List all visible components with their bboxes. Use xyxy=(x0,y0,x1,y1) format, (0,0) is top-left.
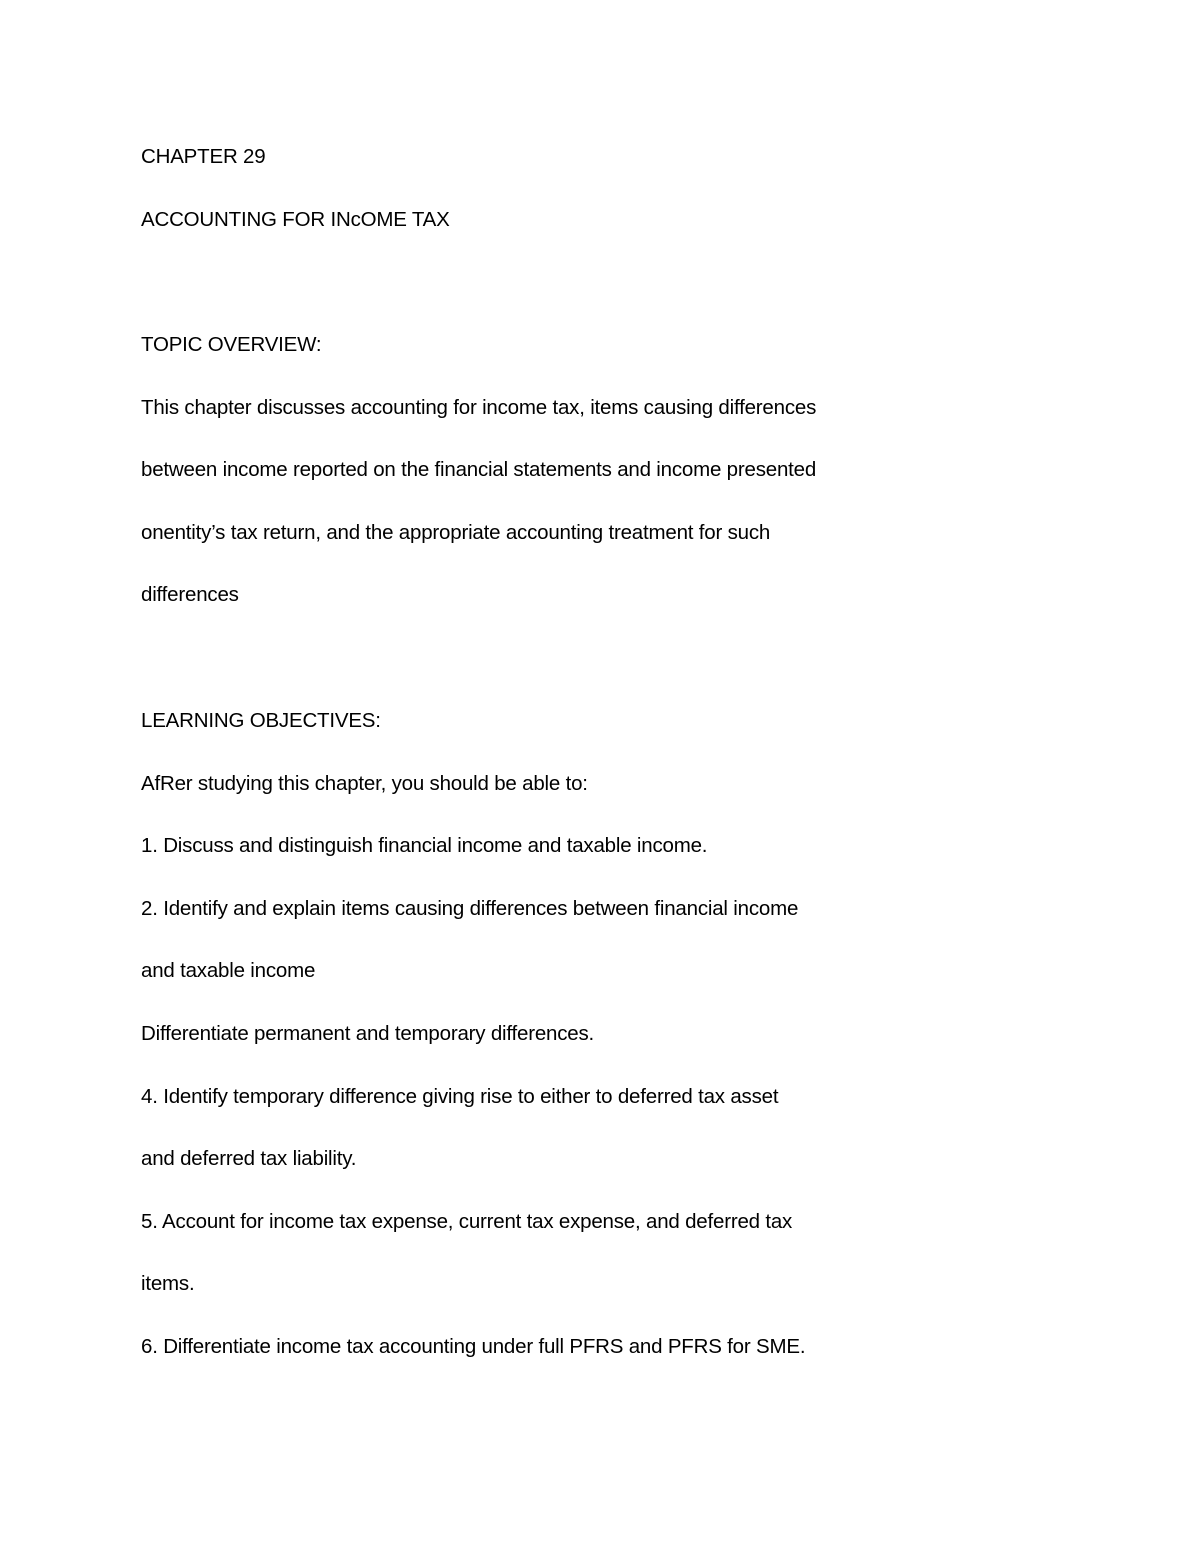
objective-line: items. xyxy=(141,1272,195,1295)
objective-line: 6. Differentiate income tax accounting under full PFRS and PFRS for SME. xyxy=(141,1335,806,1358)
overview-line: onentity’s tax return, and the appropriate accounting treatment for such xyxy=(141,521,771,544)
overview-line: This chapter discusses accounting for income tax, items causing differences xyxy=(141,396,817,419)
overview-line: between income reported on the financial statements and income presented xyxy=(141,458,817,481)
objective-line: 5. Account for income tax expense, current tax expense, and deferred tax xyxy=(141,1210,793,1233)
chapter-number: CHAPTER 29 xyxy=(141,145,266,168)
objective-line: 4. Identify temporary difference giving rise to either to deferred tax asset xyxy=(141,1085,779,1108)
objective-line: 1. Discuss and distinguish financial income and taxable income. xyxy=(141,834,708,857)
overview-heading: TOPIC OVERVIEW: xyxy=(141,333,322,356)
objectives-heading: LEARNING OBJECTIVES: xyxy=(141,709,381,732)
objective-line: and taxable income xyxy=(141,959,316,982)
objective-line: and deferred tax liability. xyxy=(141,1147,357,1170)
objective-line: 2. Identify and explain items causing differences between financial income xyxy=(141,897,799,920)
chapter-title: ACCOUNTING FOR INcOME TAX xyxy=(141,208,450,231)
objective-line: Differentiate permanent and temporary differences. xyxy=(141,1022,595,1045)
objectives-intro: AfRer studying this chapter, you should be able to: xyxy=(141,772,588,795)
overview-line: differences xyxy=(141,583,239,606)
